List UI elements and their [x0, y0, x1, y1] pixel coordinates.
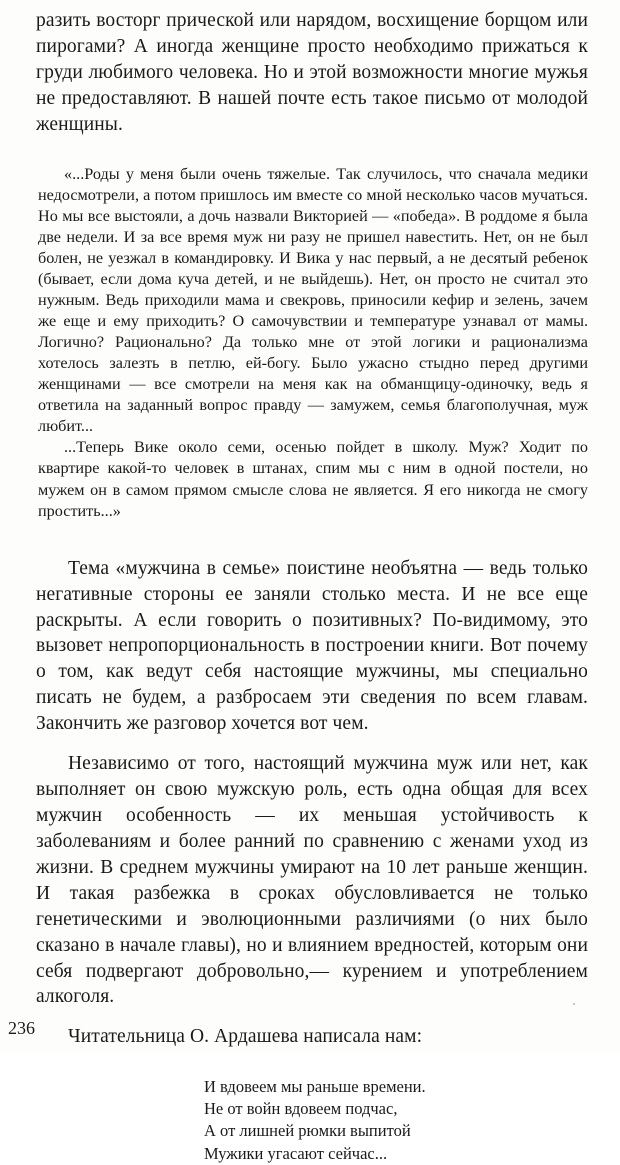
body-paragraph-1: Тема «мужчина в семье» поистине необъятна — ведь только негативные стороны ее заняли столько места. И не все еще раскрыты. А если говорить о позитивных? По-видимому, это вызовет непропорциональность в построении книги. Вот почему о том, как ведут себя настоящие мужчины, мы специально писать не будем, а разбросаем эти сведения по всем главам. Закончить же разговор хочется вот чем.	[36, 557, 588, 735]
page-content	[36, 8, 588, 1165]
reader-letter	[38, 164, 588, 522]
poem-line-4: Мужики угасают сейчас...	[204, 1143, 388, 1163]
spacer	[36, 737, 588, 751]
page-number: 236	[8, 1018, 35, 1038]
top-paragraph: разить восторг прической или нарядом, восхищение борщом или пирогами? А иногда женщине просто необходимо прижаться к груди любимого человека. Но и этой возможности многие мужья не предоставляют. В нашей почте есть такое письмо от молодой женщины.	[36, 10, 588, 135]
body-paragraph-2: Независимо от того, настоящий мужчина муж или нет, как выполняет он свою мужскую роль, есть одна общая для всех мужчин особенность — их меньшая устойчивость к заболеваниям и более ранний по сравнению с женами уход из жизни. В среднем мужчины умирают на 10 лет раньше женщин. И такая разбежка в сроках обусловливается не только генетическими и эволюционными различиями (о них было сказано в начале главы), но и влиянием вредностей, которым они себя подвергают добровольно,— курением и употреблением алкоголя.	[36, 753, 588, 1008]
poem-line-3: А от лишней рюмки выпитой	[204, 1121, 411, 1141]
spacer	[36, 138, 588, 164]
poem-line-1: И вдовеем мы раньше времени.	[204, 1077, 426, 1097]
body-paragraph-3: Читательница О. Ардашева написала нам:	[68, 1026, 423, 1048]
paper-speck	[573, 1003, 575, 1005]
letter-paragraph-2: ...Теперь Вике около семи, осенью пойдет в школу. Муж? Ходит по квартире какой-то человек в штанах, спим мы с ним в одной постели, но мужем он в самом прямом смысле слова не является. Я его никогда не смогу простить...»	[38, 438, 588, 520]
spacer	[36, 1050, 588, 1076]
letter-paragraph-1: «...Роды у меня были очень тяжелые. Так случилось, что сначала медики недосмотрели, а потом пришлось им вместе со мной несколько часов мучаться. Но мы все выстояли, а дочь назвали Викторией — «победа». В роддоме я была две недели. И за все время муж ни разу не пришел навестить. Нет, он не был болен, не уезжал в командировку. И Вика у нас первый, а не десятый ребенок (бывает, если дома куча детей, и не выйдешь). Нет, он просто не считал это нужным. Ведь приходили мама и свекровь, приносили кефир и зелень, зачем же еще и ему приходить? О самочувствии и температуре узнавал от мамы. Логично? Рационально? Да только мне от этой логики и рационализма хотелось залезть в петлю, ей-богу. Было ужасно стыдно перед другими женщинами — все смотрели на меня как на обманщицу-одиночку, ведь я ответила на заданный вопрос правду — замужем, семья благополучная, муж любит...	[38, 164, 588, 436]
poem-block	[204, 1076, 588, 1164]
spacer	[36, 522, 588, 556]
spacer	[36, 1010, 588, 1024]
poem-line-2: Не от войн вдовеем подчас,	[204, 1099, 398, 1119]
